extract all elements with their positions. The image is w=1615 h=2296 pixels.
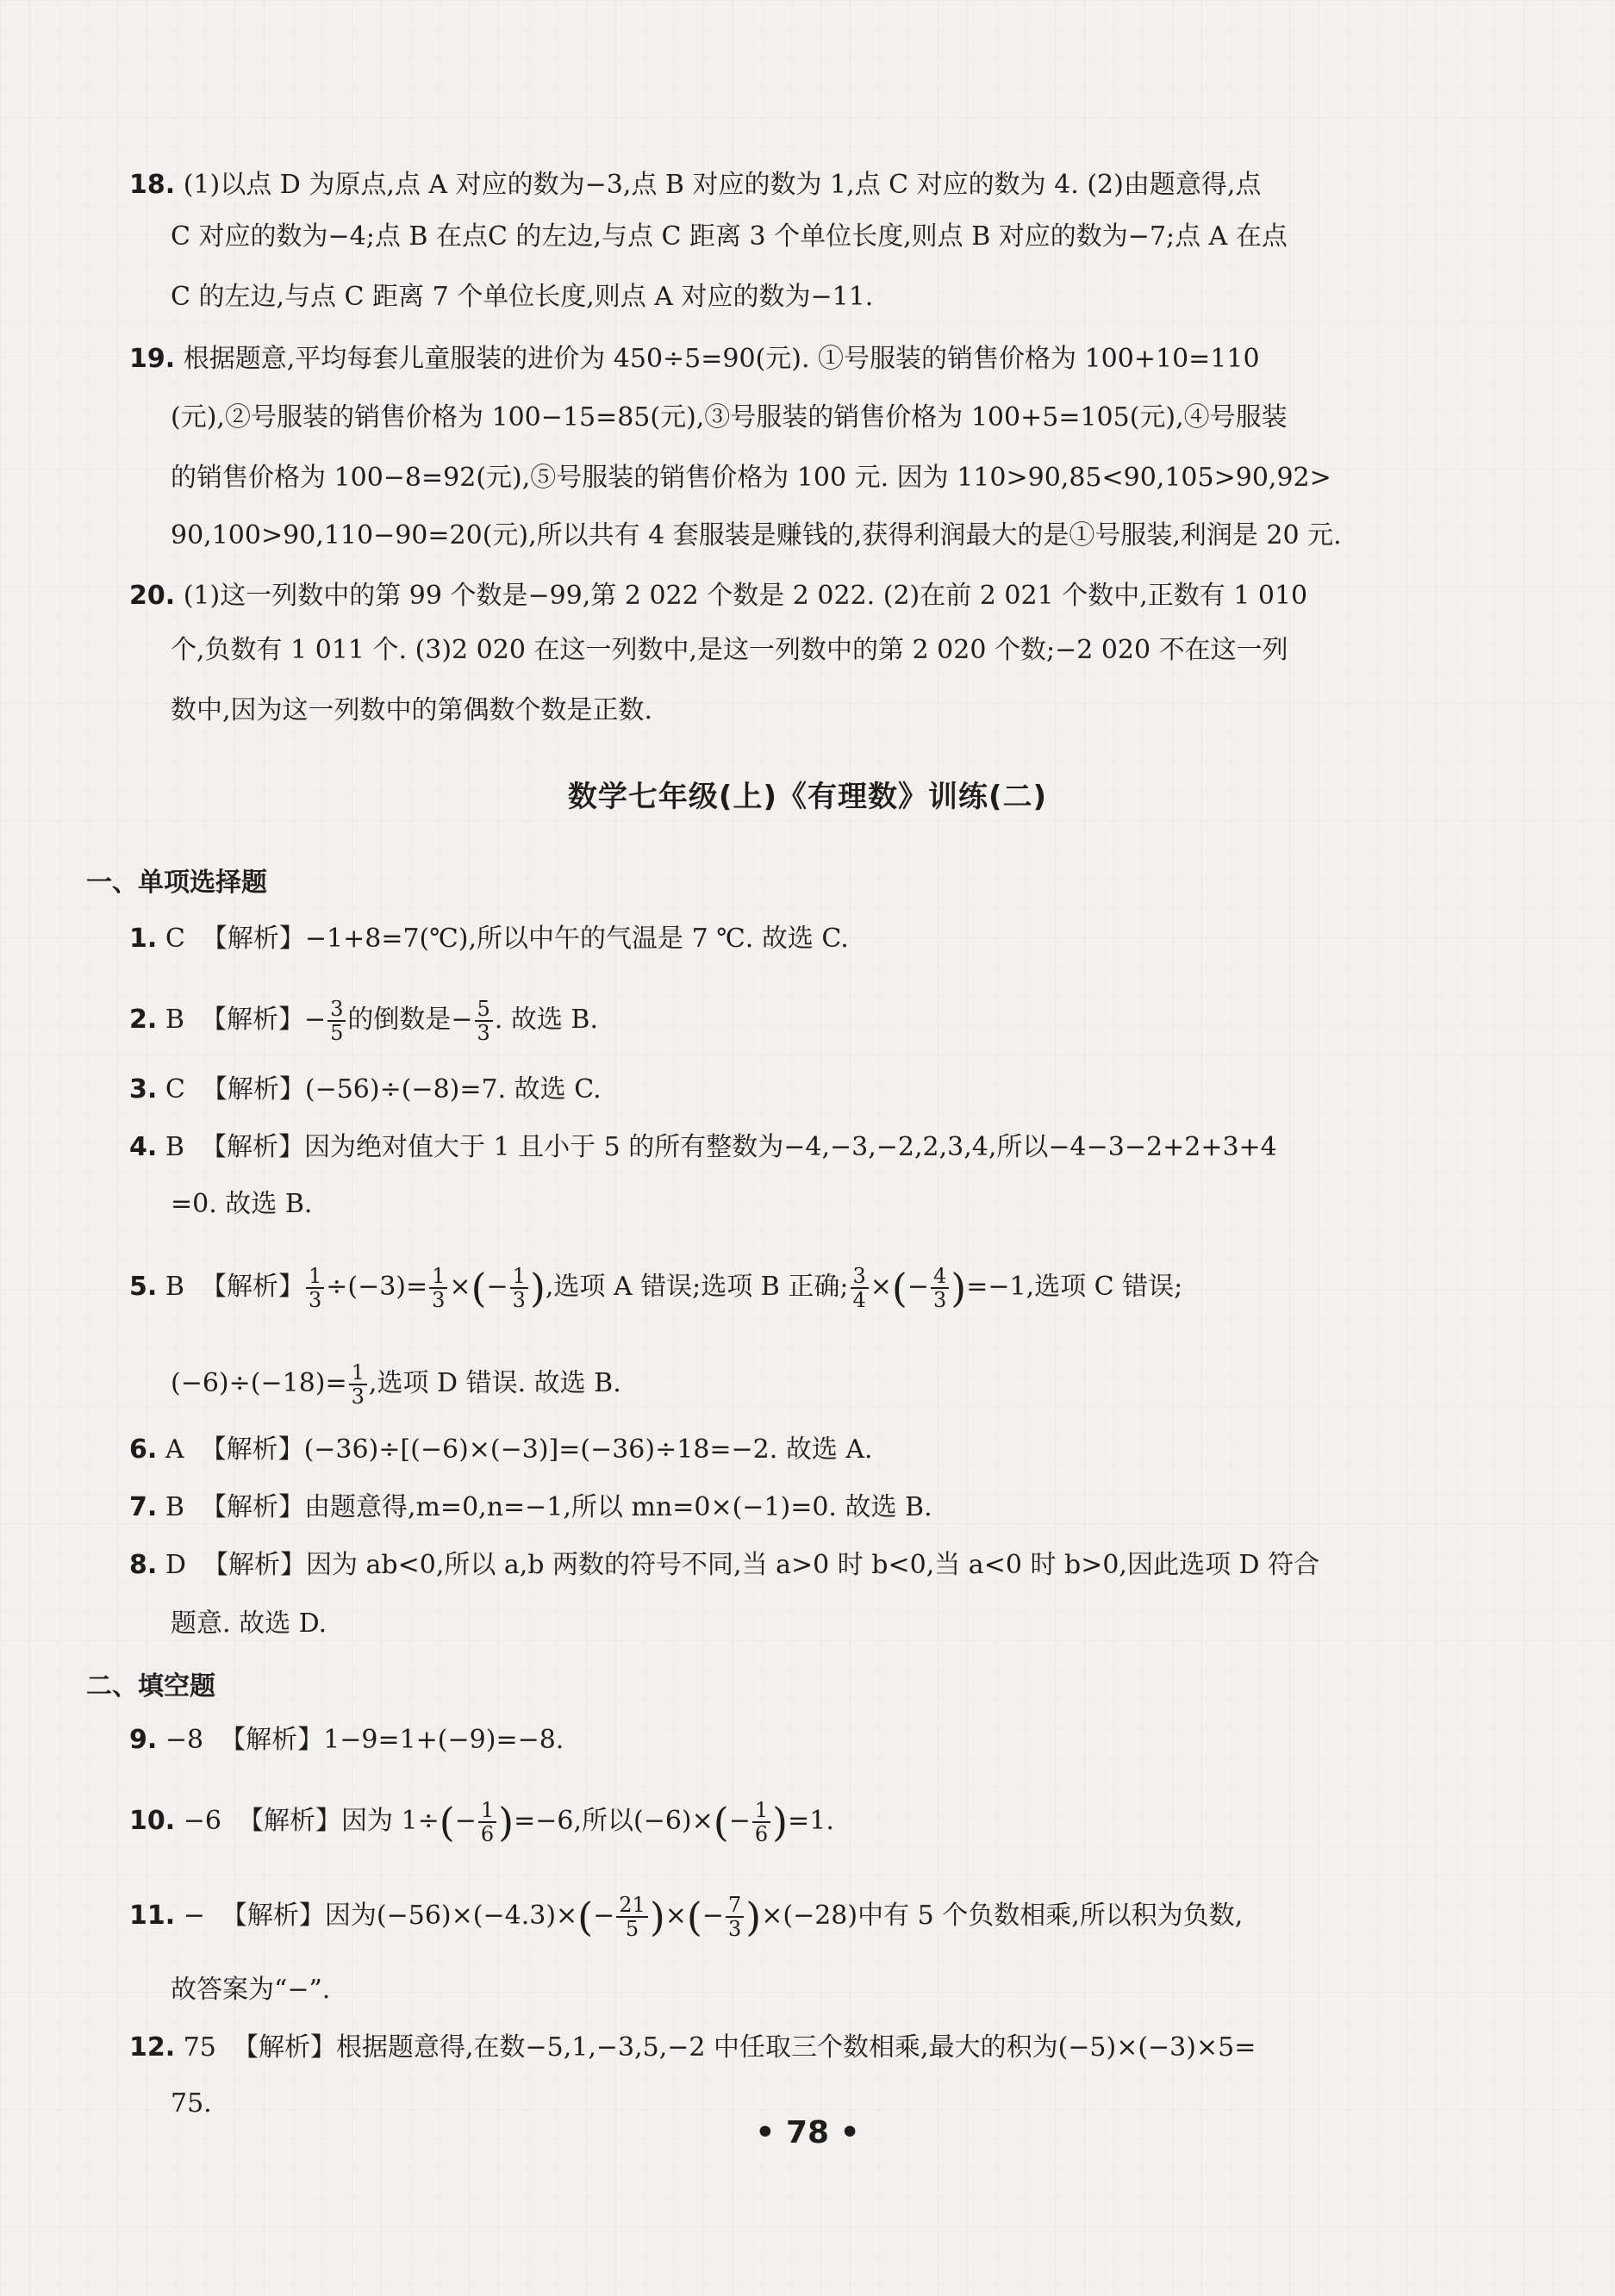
q3-line: 3. C 【解析】(−56)÷(−8)=7. 故选 C. xyxy=(129,1074,602,1104)
q4-answer: B xyxy=(165,1132,184,1162)
q7-line: 7. B 【解析】由题意得,m=0,n=−1,所以 mn=0×(−1)=0. 故选 B. xyxy=(129,1492,932,1522)
q19-line-3: 的销售价格为 100−8=92(元),⑤号服装的销售价格为 100 元. 因为 110>90,85<90,105>90,92> xyxy=(171,463,1331,493)
q8-line-2: 题意. 故选 D. xyxy=(171,1608,327,1639)
page-number: • 78 • xyxy=(755,2115,860,2150)
fraction: $\frac{3}{5}$ xyxy=(327,998,346,1044)
q1-answer: C xyxy=(165,924,185,954)
q9-line: 9. −8 【解析】1−9=1+(−9)=−8. xyxy=(129,1725,564,1755)
q19-line-1: 19. 根据题意,平均每套儿童服装的进价为 450÷5=90(元). ①号服装的销售价格为 100+10=110 xyxy=(129,344,1260,374)
q9-answer: −8 xyxy=(165,1725,204,1755)
q4-line-1: 4. B 【解析】因为绝对值大于 1 且小于 5 的所有整数为−4,−3,−2,2,3,4,所以−4−3−2+2+3+4 xyxy=(129,1132,1277,1162)
q12-line-2: 75. xyxy=(171,2088,212,2119)
q2-answer: B xyxy=(165,1005,184,1035)
q18-line-1: 18. (1)以点 D 为原点,点 A 对应的数为−3,点 B 对应的数为 1,点 C 对应的数为 4. (2)由题意得,点 xyxy=(129,170,1262,200)
q11-line-1: 11. − 【解析】因为(−56)×(−4.3)×(− $\frac{21}{5}$ )×(− $\frac{7}{3}$ )×(−28)中有 5 个负数相乘,所以积为负数, xyxy=(129,1893,1244,1941)
q7-answer: B xyxy=(165,1492,184,1522)
part2-heading: 二、填空题 xyxy=(86,1671,215,1702)
q20-line-3: 数中,因为这一列数中的第偶数个数是正数. xyxy=(171,695,653,725)
q12-answer: 75 xyxy=(183,2032,216,2063)
q5-line-1: 5. B 【解析】 $\frac{1}{3}$ ÷(−3)= $\frac{1}{3}$ ×(− $\frac{1}{3}$ ),选项 A 错误;选项 B 正确; $\frac{3}{4}$ ×(− $\frac{4}{3}$ )=−1,选项 C 错误; xyxy=(129,1264,1183,1312)
q6-line: 6. A 【解析】(−36)÷[(−6)×(−3)]=(−36)÷18=−2. 故选 A. xyxy=(129,1434,873,1465)
q5-line-2: (−6)÷(−18)= $\frac{1}{3}$ ,选项 D 错误. 故选 B. xyxy=(171,1360,621,1409)
part1-heading: 一、单项选择题 xyxy=(86,868,267,898)
q12-line-1: 12. 75 【解析】根据题意得,在数−5,1,−3,5,−2 中任取三个数相乘,最大的积为(−5)×(−3)×5= xyxy=(129,2032,1256,2063)
q19-line-4: 90,100>90,110−90=20(元),所以共有 4 套服装是赚钱的,获得利润最大的是①号服装,利润是 20 元. xyxy=(171,520,1342,551)
q6-answer: A xyxy=(165,1434,184,1465)
fraction: $\frac{5}{3}$ xyxy=(475,998,493,1044)
q8-line-1: 8. D 【解析】因为 ab<0,所以 a,b 两数的符号不同,当 a>0 时 b<0,当 a<0 时 b>0,因此选项 D 符合 xyxy=(129,1550,1320,1580)
q20-line-2: 个,负数有 1 011 个. (3)2 020 在这一列数中,是这一列数中的第 2 020 个数;−2 020 不在这一列 xyxy=(171,635,1288,665)
section-title: 数学七年级(上)《有理数》训练(二) xyxy=(567,780,1048,814)
q18-line-2: C 对应的数为−4;点 B 在点C 的左边,与点 C 距离 3 个单位长度,则点 B 对应的数为−7;点 A 在点 xyxy=(171,221,1288,252)
q5-answer: B xyxy=(165,1272,184,1302)
q3-answer: C xyxy=(165,1074,185,1104)
q19-line-2: (元),②号服装的销售价格为 100−15=85(元),③号服装的销售价格为 100+5=105(元),④号服装 xyxy=(171,402,1288,432)
q20-number: 20. xyxy=(129,581,176,611)
q19-number: 19. xyxy=(129,344,176,374)
q8-answer: D xyxy=(165,1550,186,1580)
q10-answer: −6 xyxy=(183,1806,221,1836)
q18-line-3: C 的左边,与点 C 距离 7 个单位长度,则点 A 对应的数为−11. xyxy=(171,282,874,312)
q4-line-2: =0. 故选 B. xyxy=(171,1189,313,1219)
q2-line: 2. B 【解析】− $\frac{3}{5}$ 的倒数是− $\frac{5}{3}$ . 故选 B. xyxy=(129,997,598,1045)
q1-line: 1. C 【解析】−1+8=7(℃),所以中午的气温是 7 ℃. 故选 C. xyxy=(129,924,849,954)
q18-number: 18. xyxy=(129,170,176,200)
q10-line: 10. −6 【解析】因为 1÷(− $\frac{1}{6}$ )=−6,所以(−6)×(− $\frac{1}{6}$ )=1. xyxy=(129,1798,834,1846)
q20-line-1: 20. (1)这一列数中的第 99 个数是−99,第 2 022 个数是 2 022. (2)在前 2 021 个数中,正数有 1 010 xyxy=(129,581,1308,611)
q11-line-2: 故答案为“−”. xyxy=(171,1975,331,2005)
q11-answer: − xyxy=(183,1901,205,1931)
